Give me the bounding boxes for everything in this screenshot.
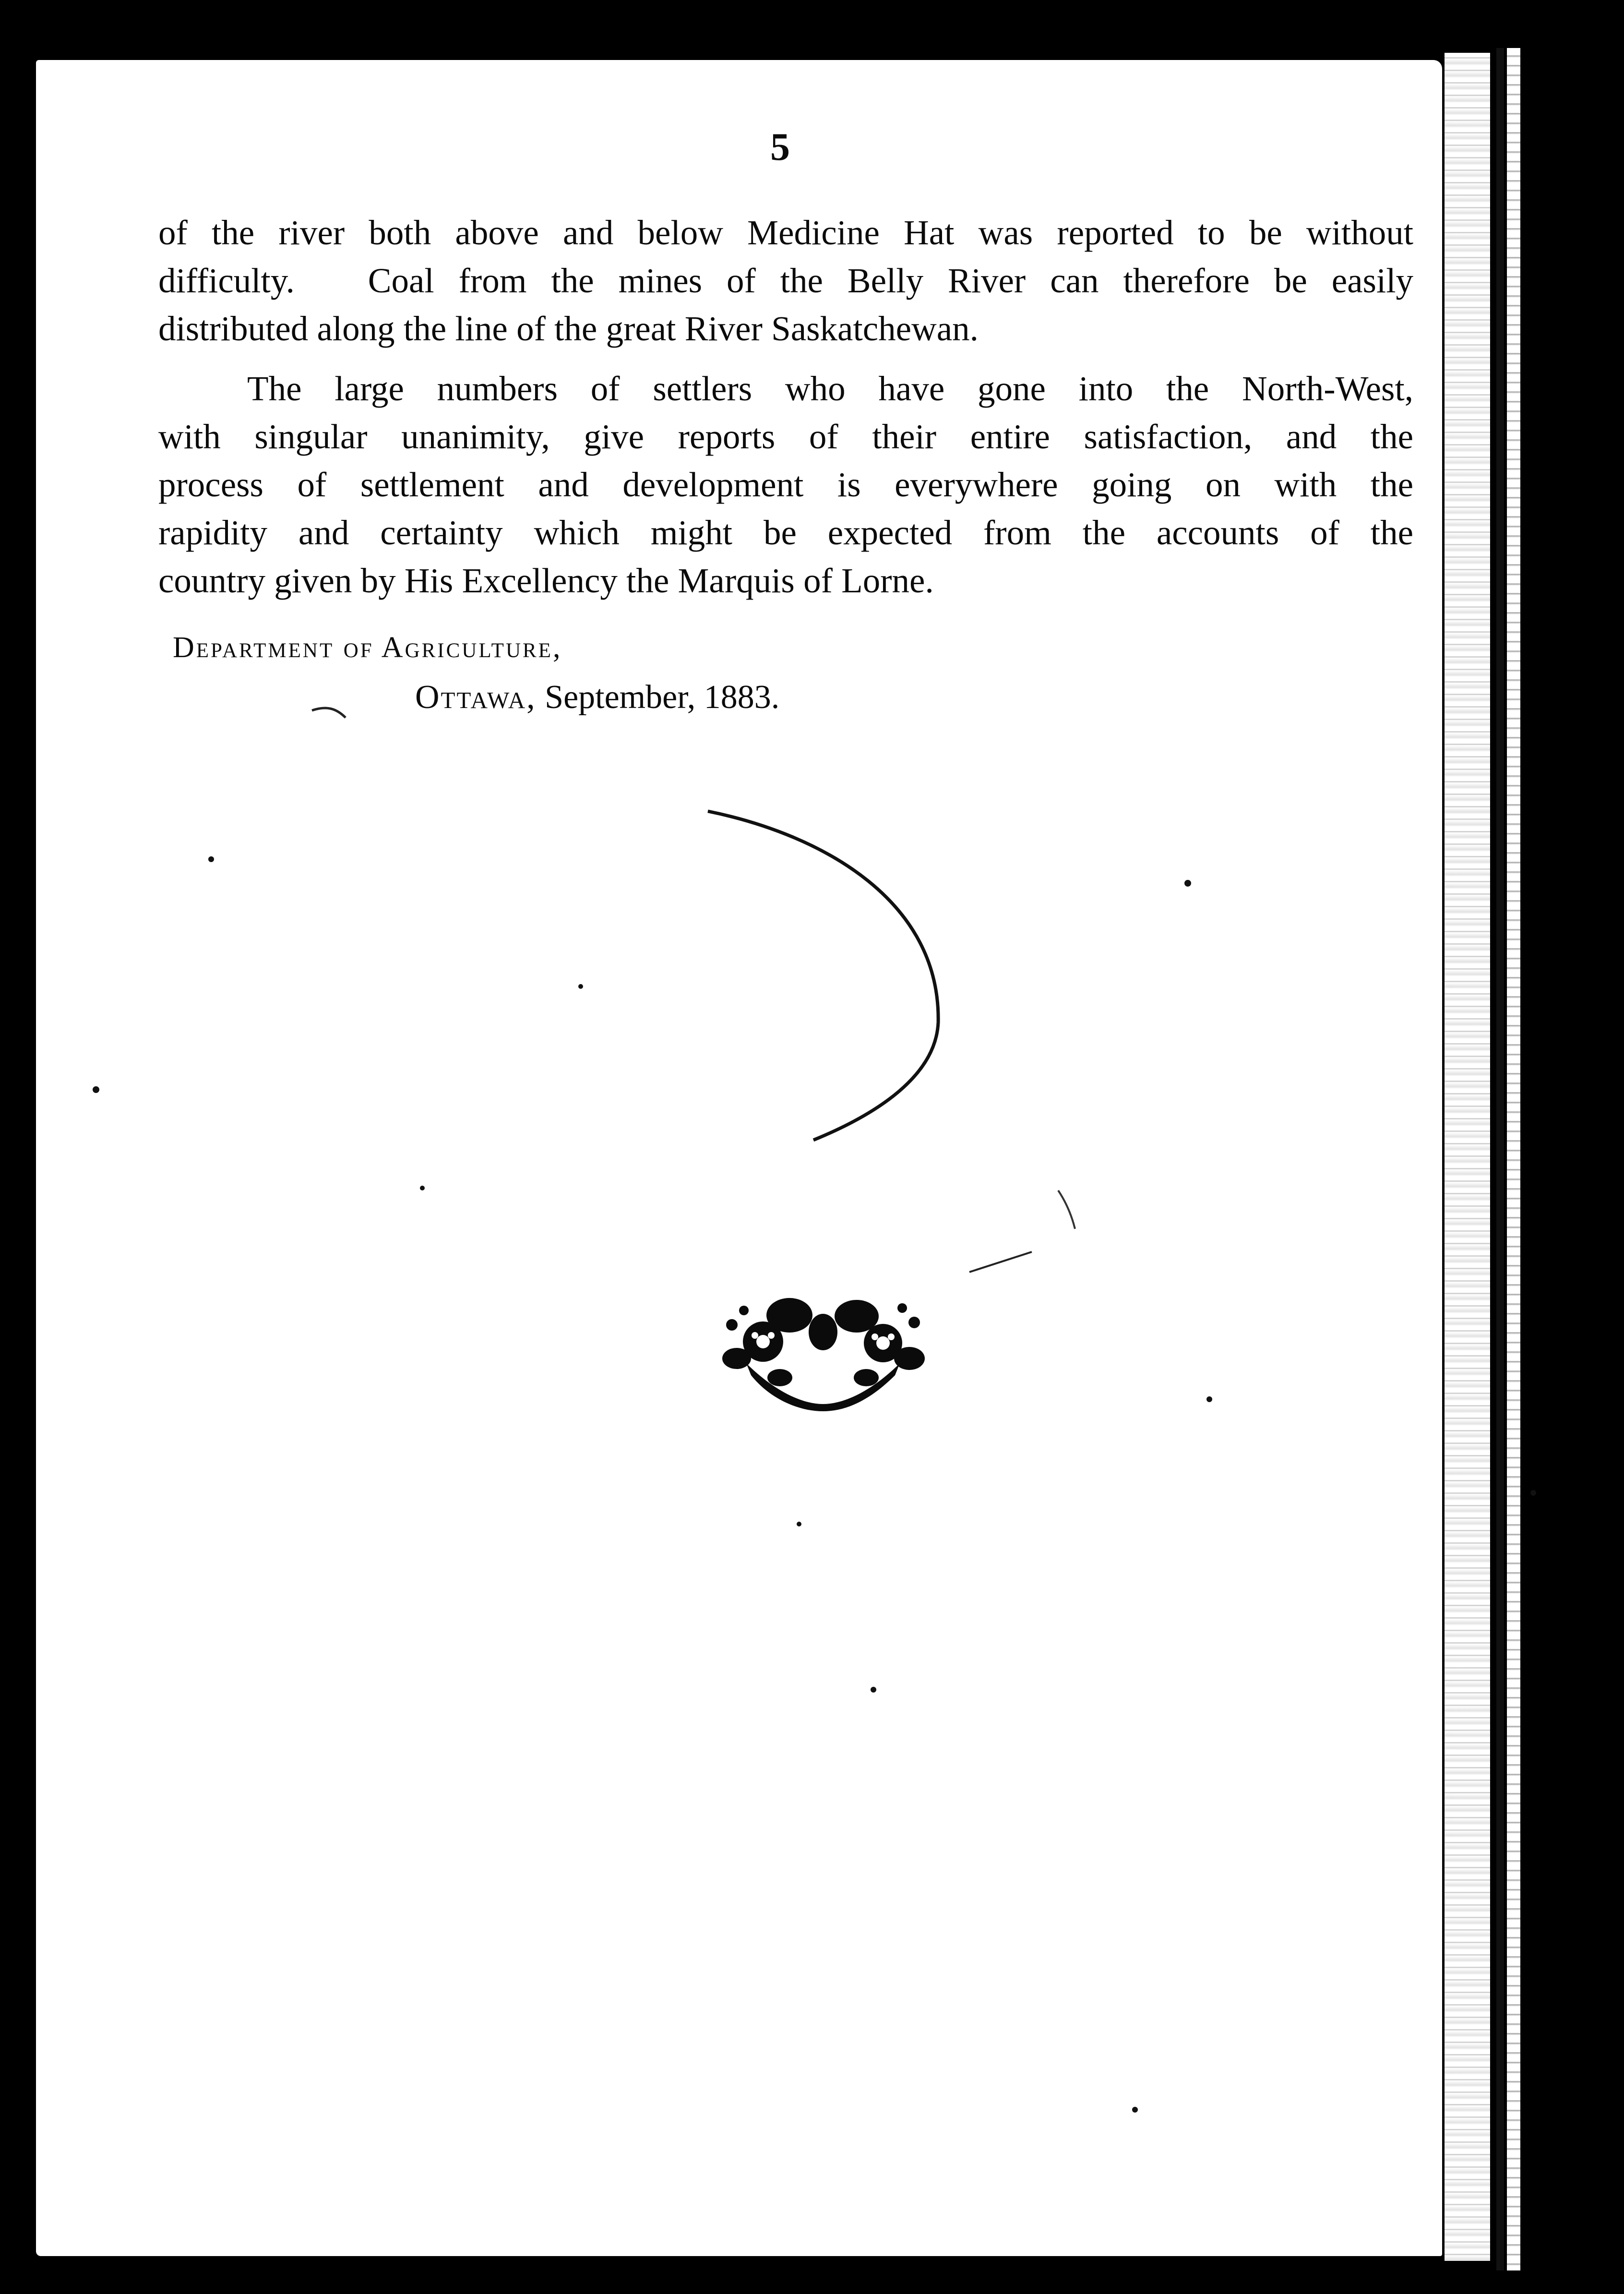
paragraph-1 (158, 209, 1413, 353)
outer-edge-texture (1507, 48, 1520, 2270)
binding-edge-line (1496, 48, 1504, 2270)
dateline-city: Ottawa, (415, 679, 537, 716)
speck (1530, 1490, 1536, 1496)
paragraph-2-line-4: rapidity and certainty which might be expected from the accounts of the (158, 513, 1413, 552)
paragraph-1-line-3: distributed along the line of the great River Saskatchewan. (158, 309, 979, 348)
floral-ornament (717, 1291, 929, 1416)
paragraph-2-line-2: with singular unanimity, give reports of their entire satisfaction, and the (158, 417, 1413, 456)
paragraph-2-line-5: country given by His Excellency the Marquis of Lorne. (158, 561, 934, 600)
paragraph-1-line-2: difficulty. Coal from the mines of the Belly River can therefore be easily (158, 261, 1413, 300)
department-signature: Department of Agriculture, (173, 631, 562, 664)
dateline (415, 681, 779, 714)
dateline-date: September, 1883. (545, 679, 780, 716)
page-edge-texture (1445, 53, 1490, 2261)
paragraph-1-line-1: of the river both above and below Medicine Hat was reported to be without (158, 213, 1413, 252)
paragraph-2 (158, 365, 1413, 605)
paragraph-2-line-1: The large numbers of settlers who have gone into the North-West, (247, 369, 1413, 408)
page-number: 5 (770, 125, 790, 168)
paragraph-2-line-3: process of settlement and development is everywhere going on with the (158, 465, 1413, 504)
